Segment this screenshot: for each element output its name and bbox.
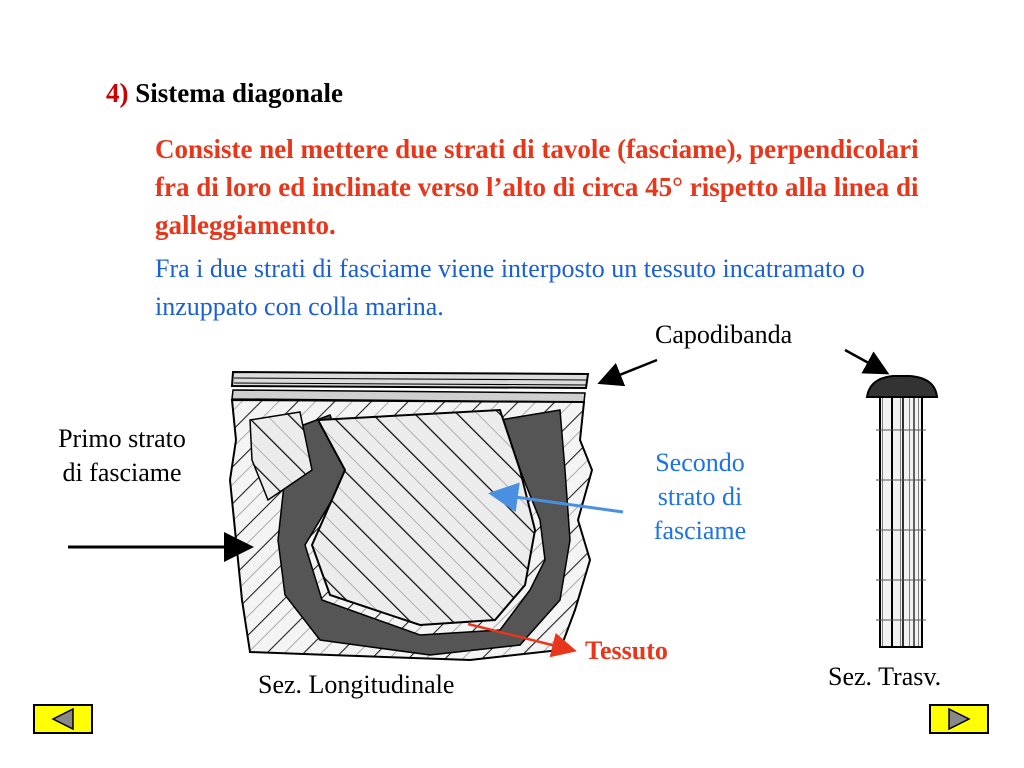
longitudinal-section — [230, 372, 592, 660]
sez-trasversale-label: Sez. Trasv. — [828, 662, 942, 691]
triangle-right-icon — [931, 706, 987, 732]
heading-title: Sistema diagonale — [135, 78, 344, 108]
next-slide-button[interactable] — [929, 704, 989, 734]
primo-strato-label: Primo strato di fasciame — [58, 424, 186, 487]
tessuto-label: Tessuto — [585, 636, 668, 665]
triangle-left-icon — [35, 706, 91, 732]
secondo-strato-label: Secondo strato di fasciame — [653, 448, 747, 545]
sez-longitudinale-label: Sez. Longitudinale — [258, 670, 455, 699]
section-heading — [106, 78, 343, 109]
previous-slide-button[interactable] — [33, 704, 93, 734]
detail-text: Fra i due strati di fasciame viene interposto un tessuto incatramato o inzuppato con colla marina. — [155, 254, 865, 321]
capodibanda-label: Capodibanda — [655, 320, 793, 349]
capodibanda-arrow-left — [602, 360, 657, 382]
intro-text: Consiste nel mettere due strati di tavole (fasciame), perpendicolari fra di loro ed inclinate verso l’alto di circa 45° rispetto alla linea di galleggiamento. — [155, 134, 919, 240]
transverse-section — [867, 376, 937, 647]
heading-number: 4) — [106, 78, 129, 108]
capodibanda-arrow-right — [845, 350, 885, 372]
